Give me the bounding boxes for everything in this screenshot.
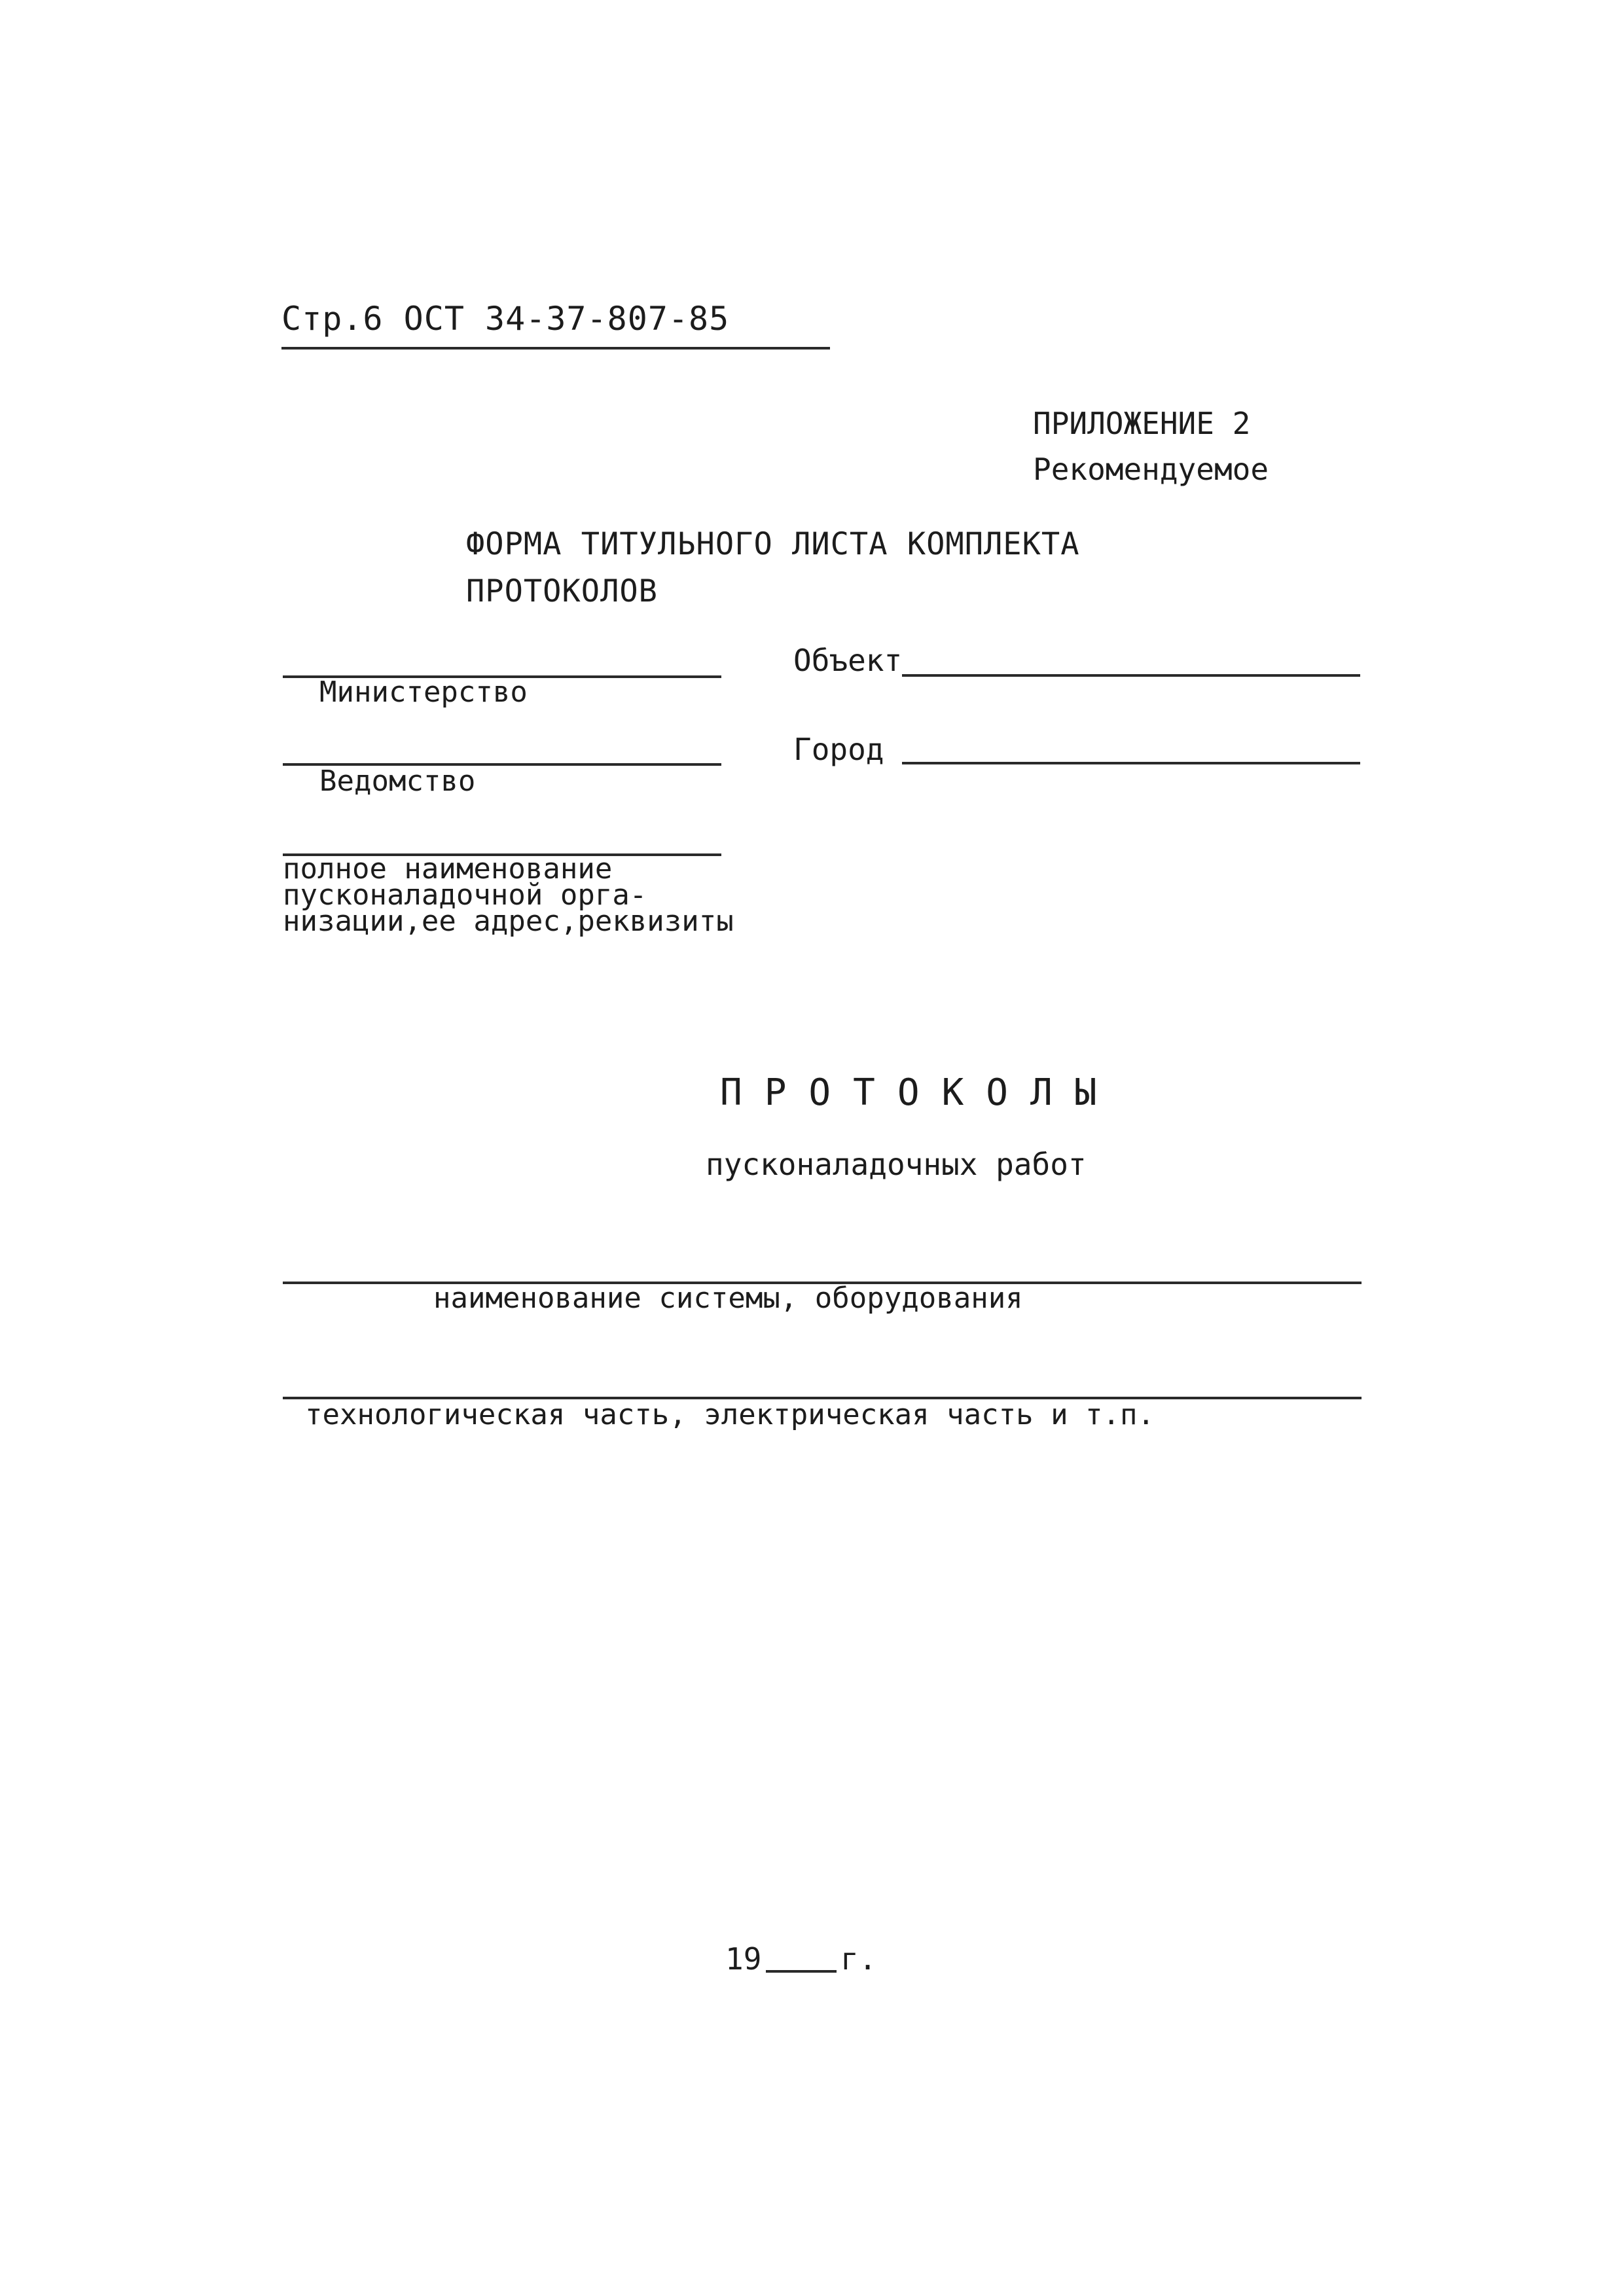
appendix-title: ПРИЛОЖЕНИЕ 2: [1033, 406, 1251, 441]
organization-caption-line3: низации,ее адрес,реквизиты: [283, 905, 734, 938]
ministry-caption: Министерство: [319, 675, 528, 709]
year-suffix: г.: [840, 1941, 877, 1977]
form-title-line2: ПРОТОКОЛОВ: [466, 573, 658, 609]
appendix-status: Рекомендуемое: [1033, 452, 1269, 487]
city-field-line[interactable]: [902, 762, 1360, 764]
object-label: Объект: [793, 643, 903, 678]
organization-caption-line2: пусконаладочной орга-: [283, 878, 647, 912]
page-header: Стр.6 ОСТ 34-37-807-85: [281, 300, 730, 338]
city-label: Город: [793, 732, 884, 767]
form-title-line1: ФОРМА ТИТУЛЬНОГО ЛИСТА КОМПЛЕКТА: [466, 526, 1080, 562]
document-subtitle: пусконаладочных работ: [706, 1147, 1087, 1182]
year-prefix: 19: [725, 1941, 762, 1977]
header-underline: [281, 347, 830, 350]
document-title: ПРОТОКОЛЫ: [720, 1071, 1119, 1114]
organization-caption-line1: полное наименование: [283, 852, 613, 886]
part-caption: технологическая часть, электрическая часть и т.п.: [305, 1398, 1155, 1431]
year-field-line[interactable]: [766, 1970, 837, 1973]
system-caption: наименование системы, оборудования: [433, 1282, 1023, 1315]
object-field-line[interactable]: [902, 674, 1360, 677]
department-caption: Ведомство: [319, 764, 476, 798]
